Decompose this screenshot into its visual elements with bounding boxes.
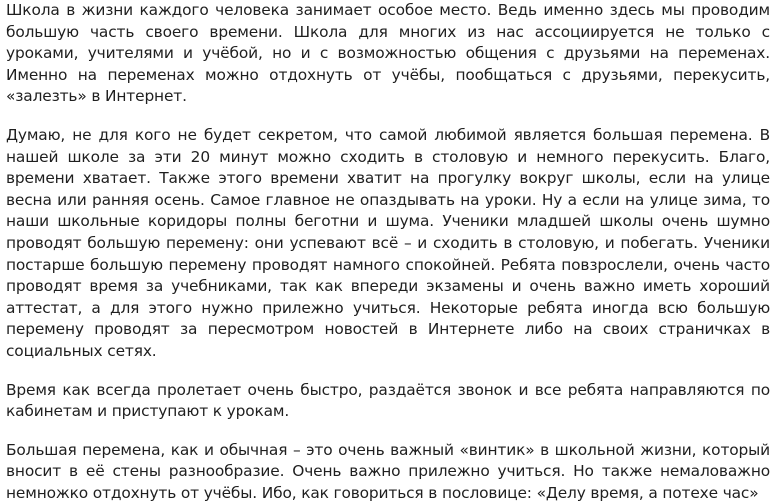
document-body bbox=[6, 0, 770, 504]
paragraph-intro: Школа в жизни каждого человека занимает особое место. Ведь именно здесь мы проводим большую часть своего времени. Школа для многих из нас ассоциируется не только с уроками, учителями и учёбой, но и с возможностью общения с друзьями на переменах. Именно на переменах можно отдохнуть от учёбы, пообщаться с друзьями, перекусить, «залезть» в Интернет. bbox=[6, 1, 770, 106]
paragraph-bell: Время как всегда пролетает очень быстро, раздаётся звонок и все ребята направляются по кабинетам и приступают к урокам. bbox=[6, 380, 770, 421]
paragraph-conclusion: Большая перемена, как и обычная – это очень важный «винтик» в школьной жизни, который вносит в её стены разнообразие. Очень важно прилежно учиться. Но также немаловажно немножко отдохнуть от учёбы. Ибо, как говориться в пословице: «Делу время, а потехе час» bbox=[6, 440, 770, 502]
paragraph-big-break: Думаю, не для кого не будет секретом, что самой любимой является большая перемена. В нашей школе за эти 20 минут можно сходить в столовую и немного перекусить. Благо, времени хватает. Также этого времени хватит на прогулку вокруг школы, если на улице весна или ранняя осень. Самое главное не опаздывать на уроки. Ну а если на улице зима, то наши школьные коридоры полны беготни и шума. Ученики младшей школы очень шумно проводят большую перемену: они успевают всё – и сходить в столовую, и побегать. Ученики постарше большую перемену проводят намного спокойней. Ребята повзрослели, очень часто проводят время за учебниками, так как впереди экзамены и очень важно иметь хороший аттестат, а для этого нужно прилежно учиться. Некоторые ребята иногда всю большую перемену проводят за пересмотром новостей в Интернете либо на своих страничках в социальных сетях. bbox=[6, 125, 770, 360]
